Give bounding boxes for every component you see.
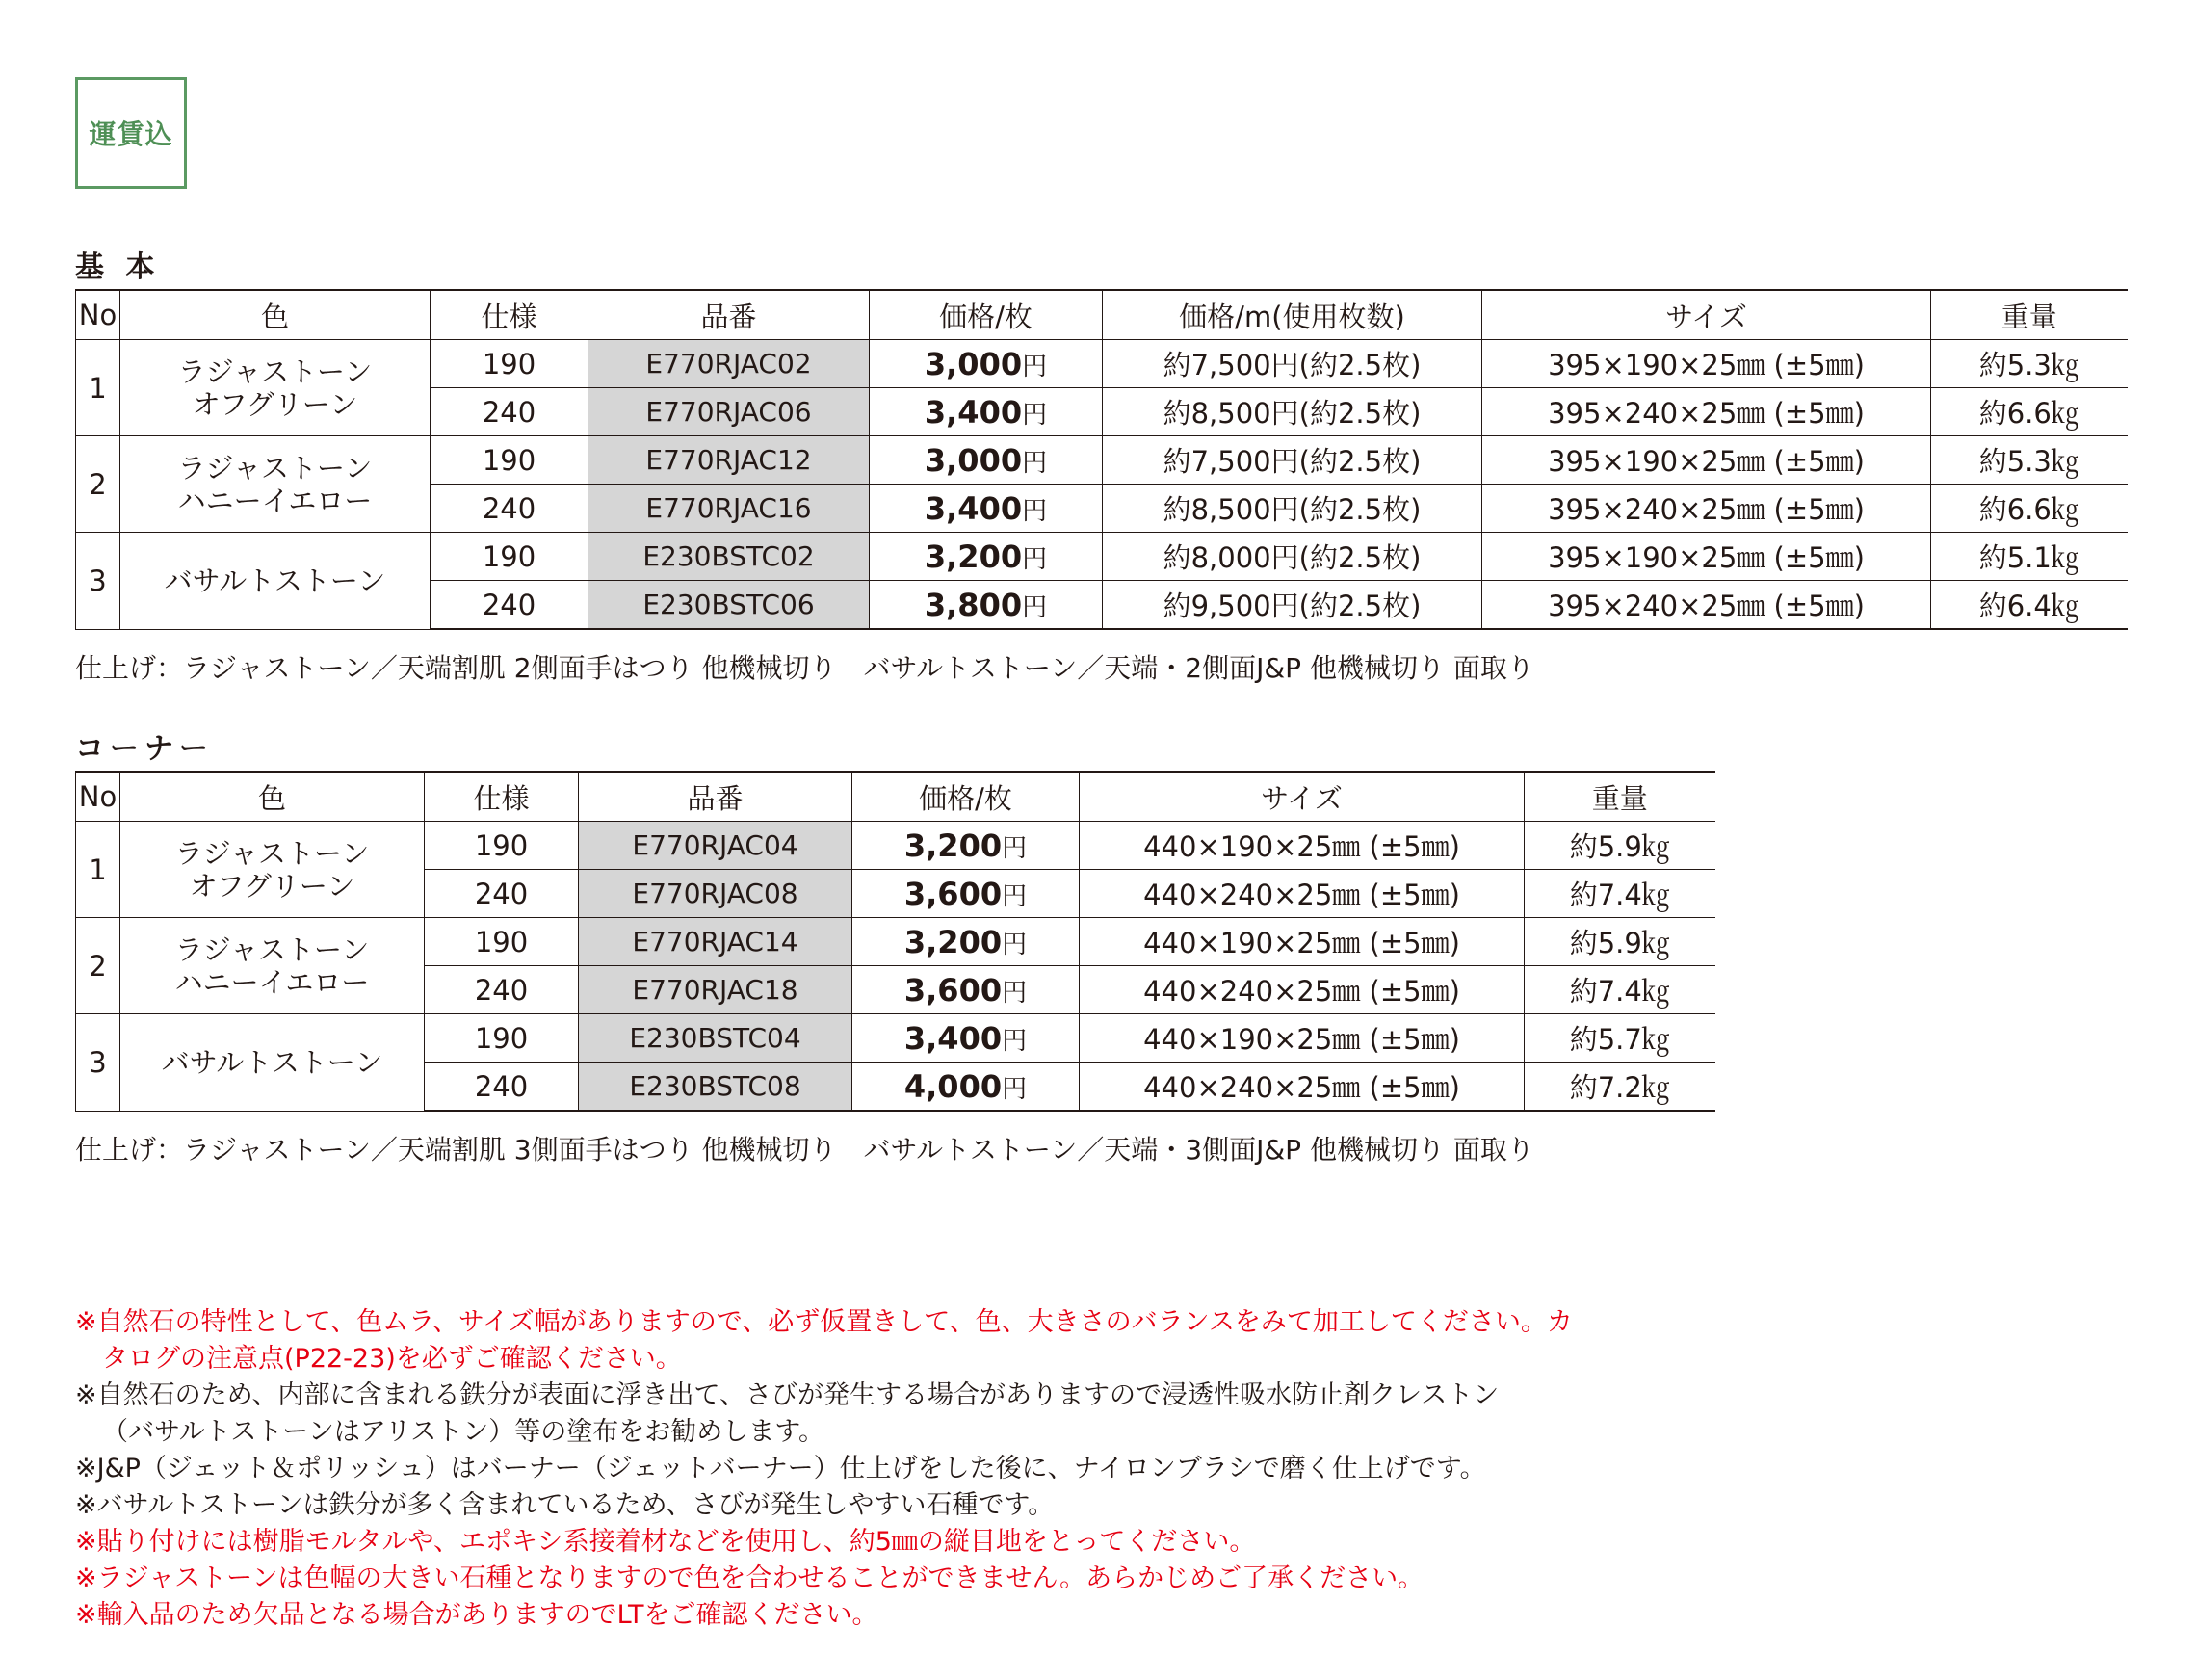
row-number: 2 (76, 436, 120, 533)
price-per-meter: 約8,500円(約2.5枚) (1103, 485, 1482, 533)
color-name: バサルトストーン (120, 533, 431, 630)
unit-price (870, 340, 1103, 388)
price-number: 3,400 (903, 1019, 1003, 1057)
size-value: 395×240×25㎜ (±5㎜) (1482, 485, 1931, 533)
spec-value: 240 (425, 1063, 579, 1112)
note-line: ※ラジャストーンは色幅の大きい石種となりますので色を合わせることができません。あらかじめご了承ください。 (75, 1563, 1425, 1593)
column-header: 価格/枚 (852, 772, 1080, 822)
weight-value: 約5.7㎏ (1525, 1014, 1715, 1063)
size-value: 440×190×25㎜ (±5㎜) (1080, 822, 1525, 870)
basic-finish-note: 仕上げ：ラジャストーン／天端割肌 2側面手はつり 他機械切り バサルトストーン／天端・2側面J&P 他機械切り 面取り (75, 652, 1534, 684)
weight-value: 約5.3㎏ (1931, 340, 2128, 388)
price-per-meter: 約8,500円(約2.5枚) (1103, 388, 1482, 436)
size-value: 440×240×25㎜ (±5㎜) (1080, 966, 1525, 1014)
table-header-row (76, 290, 2128, 340)
weight-value: 約6.6㎏ (1931, 388, 2128, 436)
weight-value: 約5.9㎏ (1525, 822, 1715, 870)
note-line: ※自然石の特性として、色ムラ、サイズ幅がありますので、必ず仮置きして、色、大きさのバランスをみて加工してください。カ (75, 1307, 1573, 1337)
basic-price-table (75, 289, 2128, 630)
weight-value: 約7.2㎏ (1525, 1063, 1715, 1112)
size-value: 395×190×25㎜ (±5㎜) (1482, 340, 1931, 388)
size-value: 440×190×25㎜ (±5㎜) (1080, 918, 1525, 966)
yen-unit: 円 (1002, 881, 1028, 911)
table-row (76, 533, 2128, 581)
yen-unit: 円 (1022, 448, 1048, 478)
spec-value: 190 (425, 918, 579, 966)
price-number: 4,000 (903, 1067, 1003, 1105)
size-value: 440×240×25㎜ (±5㎜) (1080, 870, 1525, 918)
color-name: ラジャストーン ハニーイエロー (120, 918, 425, 1014)
product-code: E770RJAC18 (579, 966, 852, 1014)
weight-value: 約5.9㎏ (1525, 918, 1715, 966)
row-number: 1 (76, 340, 120, 436)
column-header: 重量 (1931, 290, 2128, 340)
table-row (76, 340, 2128, 388)
product-code: E230BSTC02 (588, 533, 870, 581)
unit-price (852, 1063, 1080, 1112)
size-value: 395×240×25㎜ (±5㎜) (1482, 388, 1931, 436)
note-line: ※バサルトストーンは鉄分が多く含まれているため、さびが発生しやすい石種です。 (75, 1490, 1055, 1520)
row-number: 1 (76, 822, 120, 918)
column-header: サイズ (1080, 772, 1525, 822)
product-code: E770RJAC16 (588, 485, 870, 533)
yen-unit: 円 (1002, 1074, 1028, 1104)
price-number: 3,600 (903, 875, 1003, 912)
product-code: E230BSTC08 (579, 1063, 852, 1112)
column-header: 色 (120, 290, 431, 340)
column-header: No (76, 772, 120, 822)
yen-unit: 円 (1022, 592, 1048, 622)
row-number: 2 (76, 918, 120, 1014)
product-code: E770RJAC12 (588, 436, 870, 485)
color-name: ラジャストーン オフグリーン (120, 340, 431, 436)
column-header: 価格/m(使用枚数) (1103, 290, 1482, 340)
freight-included-badge: 運賃込 (75, 77, 187, 189)
yen-unit: 円 (1002, 978, 1028, 1008)
corner-section-title: コーナー (75, 732, 214, 766)
yen-unit: 円 (1022, 496, 1048, 526)
price-per-meter: 約7,500円(約2.5枚) (1103, 436, 1482, 485)
size-value: 440×240×25㎜ (±5㎜) (1080, 1063, 1525, 1112)
price-per-meter: 約9,500円(約2.5枚) (1103, 581, 1482, 630)
price-number: 3,400 (924, 489, 1023, 527)
column-header: サイズ (1482, 290, 1931, 340)
weight-value: 約5.1㎏ (1931, 533, 2128, 581)
caution-notes (75, 1304, 1573, 1634)
column-header: No (76, 290, 120, 340)
table-row (76, 918, 1715, 966)
note-line: ※輸入品のため欠品となる場合がありますのでLTをご確認ください。 (75, 1600, 878, 1630)
product-code: E770RJAC14 (579, 918, 852, 966)
yen-unit: 円 (1002, 930, 1028, 959)
weight-value: 約6.4㎏ (1931, 581, 2128, 630)
unit-price (870, 533, 1103, 581)
yen-unit: 円 (1022, 400, 1048, 430)
note-line: ※自然石のため、内部に含まれる鉄分が表面に浮き出て、さびが発生する場合がありますので浸透性吸水防止剤クレストン (75, 1380, 1500, 1410)
row-number: 3 (76, 1014, 120, 1112)
spec-value: 190 (431, 533, 588, 581)
product-code: E770RJAC08 (579, 870, 852, 918)
note-line: ※貼り付けには樹脂モルタルや、エポキシ系接着材などを使用し、約5㎜の縦目地をとってください。 (75, 1527, 1256, 1557)
column-header: 価格/枚 (870, 290, 1103, 340)
unit-price (852, 1014, 1080, 1063)
product-code: E230BSTC06 (588, 581, 870, 630)
color-name: ラジャストーン オフグリーン (120, 822, 425, 918)
spec-value: 240 (431, 485, 588, 533)
price-per-meter: 約8,000円(約2.5枚) (1103, 533, 1482, 581)
unit-price (870, 436, 1103, 485)
table-row (76, 436, 2128, 485)
spec-value: 240 (425, 870, 579, 918)
spec-value: 240 (431, 388, 588, 436)
column-header: 品番 (588, 290, 870, 340)
price-number: 3,000 (924, 345, 1023, 382)
price-number: 3,000 (924, 441, 1023, 479)
note-line: タログの注意点(P22-23)を必ずご確認ください。 (102, 1344, 682, 1374)
weight-value: 約5.3㎏ (1931, 436, 2128, 485)
product-code: E770RJAC04 (579, 822, 852, 870)
yen-unit: 円 (1022, 352, 1048, 381)
price-number: 3,200 (903, 827, 1003, 864)
spec-value: 240 (431, 581, 588, 630)
size-value: 395×240×25㎜ (±5㎜) (1482, 581, 1931, 630)
table-row (76, 822, 1715, 870)
spec-value: 190 (431, 340, 588, 388)
unit-price (852, 918, 1080, 966)
color-name: バサルトストーン (120, 1014, 425, 1112)
weight-value: 約7.4㎏ (1525, 966, 1715, 1014)
unit-price (852, 966, 1080, 1014)
spec-value: 190 (425, 822, 579, 870)
column-header: 仕様 (431, 290, 588, 340)
spec-value: 240 (425, 966, 579, 1014)
size-value: 440×190×25㎜ (±5㎜) (1080, 1014, 1525, 1063)
spec-value: 190 (425, 1014, 579, 1063)
weight-value: 約7.4㎏ (1525, 870, 1715, 918)
product-code: E770RJAC02 (588, 340, 870, 388)
unit-price (870, 485, 1103, 533)
yen-unit: 円 (1022, 544, 1048, 574)
price-number: 3,200 (903, 923, 1003, 960)
yen-unit: 円 (1002, 1026, 1028, 1056)
corner-finish-note: 仕上げ：ラジャストーン／天端割肌 3側面手はつり 他機械切り バサルトストーン／天端・3側面J&P 他機械切り 面取り (75, 1134, 1534, 1166)
product-code: E230BSTC04 (579, 1014, 852, 1063)
color-name: ラジャストーン ハニーイエロー (120, 436, 431, 533)
column-header: 品番 (579, 772, 852, 822)
price-number: 3,400 (924, 393, 1023, 431)
price-per-meter: 約7,500円(約2.5枚) (1103, 340, 1482, 388)
size-value: 395×190×25㎜ (±5㎜) (1482, 533, 1931, 581)
table-row (76, 1014, 1715, 1063)
product-code: E770RJAC06 (588, 388, 870, 436)
yen-unit: 円 (1002, 833, 1028, 863)
note-line: （バサルトストーンはアリストン）等の塗布をお勧めします。 (102, 1417, 825, 1447)
price-number: 3,600 (903, 971, 1003, 1009)
row-number: 3 (76, 533, 120, 630)
unit-price (852, 870, 1080, 918)
price-number: 3,200 (924, 538, 1023, 575)
unit-price (852, 822, 1080, 870)
corner-price-table (75, 771, 1715, 1112)
note-line: ※J&P（ジェット＆ポリッシュ）はバーナー（ジェットバーナー）仕上げをした後に、ナイロンブラシで磨く仕上げです。 (75, 1454, 1486, 1483)
weight-value: 約6.6㎏ (1931, 485, 2128, 533)
column-header: 重量 (1525, 772, 1715, 822)
spec-value: 190 (431, 436, 588, 485)
size-value: 395×190×25㎜ (±5㎜) (1482, 436, 1931, 485)
basic-section-title: 基 本 (75, 250, 161, 284)
table-header-row (76, 772, 1715, 822)
price-number: 3,800 (924, 586, 1023, 623)
column-header: 色 (120, 772, 425, 822)
unit-price (870, 581, 1103, 630)
unit-price (870, 388, 1103, 436)
column-header: 仕様 (425, 772, 579, 822)
